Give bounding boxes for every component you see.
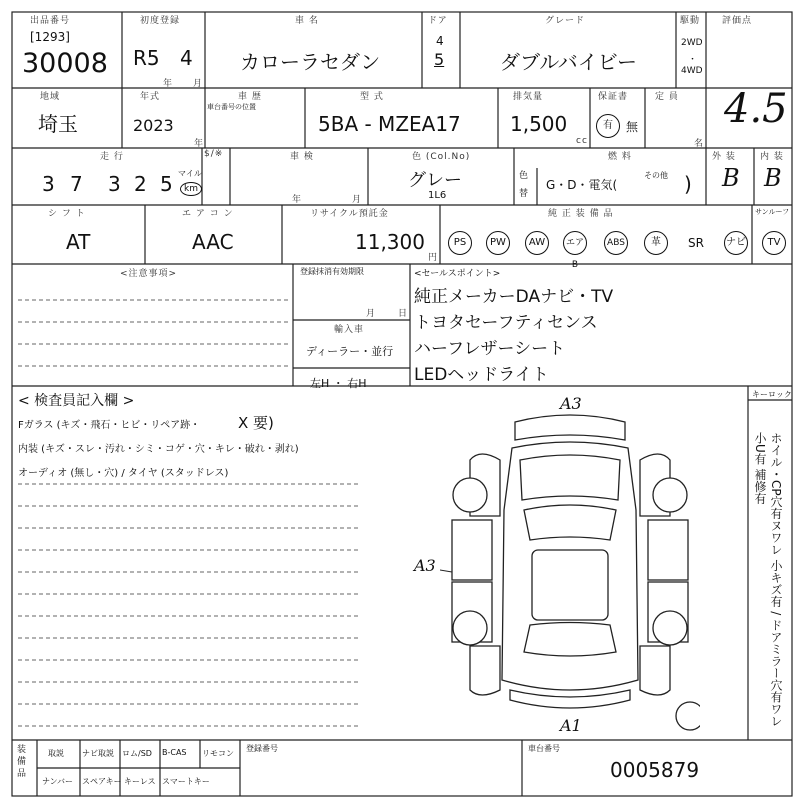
first-reg-era: R5 bbox=[133, 46, 160, 70]
sunroof-label: サンルーフ bbox=[755, 208, 790, 216]
color-change-a: 色 bbox=[519, 171, 529, 181]
mileage-digit-4: 2 bbox=[134, 172, 147, 196]
footer-cell-remote: リモコン bbox=[202, 749, 234, 758]
lot-small: [1293] bbox=[30, 30, 70, 44]
displacement: 1,500 bbox=[510, 112, 568, 136]
keylock-label: キーロック bbox=[752, 390, 792, 399]
year-label: 年式 bbox=[140, 92, 161, 102]
damage-mark-top: A3 bbox=[560, 394, 582, 413]
shift-label: シ フ ト bbox=[48, 209, 86, 219]
footer-cell-navi-manual: ナビ取説 bbox=[82, 749, 114, 758]
first-reg-label: 初度登録 bbox=[140, 16, 181, 26]
recycle-label: リサイクル預託金 bbox=[310, 209, 389, 219]
car-name-label: 車 名 bbox=[295, 16, 319, 26]
damage-mark-left: A3 bbox=[414, 556, 436, 575]
recycle-value: 11,300 bbox=[355, 230, 425, 254]
car-damage-diagram bbox=[440, 400, 700, 740]
handle-option: 左H ・ 右H bbox=[310, 377, 367, 390]
km-unit: km bbox=[180, 182, 202, 196]
chassis-note: 車台番号の位置 bbox=[207, 103, 256, 111]
interior-line: 内装 (キズ・スレ・汚れ・シミ・コゲ・穴・キレ・破れ・剥れ) bbox=[18, 444, 299, 455]
expiry-day: 日 bbox=[398, 309, 409, 319]
expiry-label: 登録抹消有効期限 bbox=[300, 267, 364, 276]
footer-cell-manual: 取説 bbox=[48, 749, 64, 758]
equip-sunroof: SR bbox=[688, 236, 704, 250]
door-bottom: 5 bbox=[434, 50, 445, 69]
footer-cell-spare-key: スペアキー bbox=[82, 777, 122, 786]
footer-cell-smart-key: スマートキー bbox=[162, 777, 210, 786]
ac-label: エ ア コ ン bbox=[182, 209, 234, 219]
insp-year-unit: 年 bbox=[292, 195, 303, 205]
yen-unit: 円 bbox=[428, 253, 439, 263]
color-no: 1L6 bbox=[428, 190, 447, 201]
mileage-digit-3: 3 bbox=[108, 172, 121, 196]
damage-mark-bottom: A1 bbox=[560, 716, 582, 735]
equip-ps: PS bbox=[448, 231, 472, 255]
vin-tail: 0005879 bbox=[610, 758, 700, 782]
footer-side-label: 装 備 品 bbox=[17, 745, 27, 779]
capacity-unit: 名 bbox=[694, 139, 705, 149]
interior-grade: B bbox=[764, 164, 782, 192]
month-unit: 月 bbox=[193, 79, 204, 89]
drive-label: 駆動 bbox=[680, 16, 701, 26]
sales-point-2: トヨタセーフティセンス bbox=[414, 313, 598, 333]
ac-value: AAC bbox=[192, 230, 234, 254]
car-name: カローラセダン bbox=[240, 50, 381, 74]
keylock-side-note: ホイル・CP穴有ヌワレ 小キズ有 / ドアミラー穴有ワレ 小U有 補修有 bbox=[753, 432, 783, 728]
grade: ダブルバイビー bbox=[500, 50, 637, 74]
cc-unit: cc bbox=[576, 136, 588, 146]
door-top: 4 bbox=[436, 34, 444, 48]
color-value: グレー bbox=[408, 170, 462, 191]
equip-abs: ABS bbox=[604, 231, 628, 255]
glass-mark: X 要) bbox=[238, 414, 274, 432]
region-label: 地域 bbox=[40, 92, 61, 102]
footer-cell-bcas: B-CAS bbox=[162, 748, 187, 757]
lot-number: 30008 bbox=[22, 48, 108, 79]
interior-label: 内 装 bbox=[760, 152, 784, 162]
mileage-sub: $/※ bbox=[204, 149, 224, 159]
sales-point-3: ハーフレザーシート bbox=[414, 339, 566, 359]
exterior-label: 外 装 bbox=[712, 152, 736, 162]
notes-label: <注意事項> bbox=[120, 269, 178, 279]
equipment-label: 純 正 装 備 品 bbox=[548, 209, 614, 219]
model-year: 2023 bbox=[133, 116, 174, 135]
glass-line: Fガラス (キズ・飛石・ヒビ・リペア跡・ bbox=[18, 420, 201, 431]
dealer-option: ディーラー・並行 bbox=[306, 345, 394, 358]
lot-label: 出品番号 bbox=[30, 16, 71, 26]
equip-navi: ナビ bbox=[724, 231, 748, 255]
equip-airbag: エアB bbox=[563, 231, 587, 255]
warranty-yes: 有 bbox=[596, 114, 620, 138]
vin-label: 車台番号 bbox=[528, 744, 560, 753]
footer-cell-keyless: キーレス bbox=[124, 777, 156, 786]
warranty-no: 無 bbox=[626, 120, 639, 134]
model-type: 5BA - MZEA17 bbox=[318, 112, 461, 136]
door-label: ドア bbox=[428, 16, 448, 26]
grade-label: グレード bbox=[545, 16, 586, 26]
capacity-label: 定 員 bbox=[655, 92, 679, 102]
fuel-other: その他 bbox=[644, 171, 668, 180]
import-label: 輸入車 bbox=[334, 325, 365, 335]
footer-cell-plate: ナンバー bbox=[42, 777, 74, 786]
inspector-title: < 検査員記入欄 > bbox=[18, 393, 135, 409]
exterior-grade: B bbox=[722, 164, 740, 192]
drive-2wd: 2WD bbox=[681, 38, 703, 48]
shift-value: AT bbox=[66, 230, 91, 254]
color-change-b: 替 bbox=[519, 189, 529, 199]
expiry-month: 月 bbox=[366, 309, 377, 319]
year-unit: 年 bbox=[163, 79, 174, 89]
equip-leather: 革 bbox=[644, 231, 668, 255]
fuel-close: ) bbox=[684, 172, 692, 196]
insp-month-unit: 月 bbox=[352, 195, 363, 205]
audio-line: オーディオ (無し・穴) / タイヤ (スタッドレス) bbox=[18, 468, 229, 479]
first-reg-month: 4 bbox=[180, 46, 193, 70]
equip-pw: PW bbox=[486, 231, 510, 255]
score-value: 4.5 bbox=[724, 86, 788, 132]
region: 埼玉 bbox=[38, 112, 78, 136]
fuel-value: G・D・電気( bbox=[546, 178, 618, 192]
fuel-label: 燃 料 bbox=[608, 152, 632, 162]
model-year-unit: 年 bbox=[194, 139, 205, 149]
mileage-digit-2: 7 bbox=[70, 172, 83, 196]
sales-point-4: LEDヘッドライト bbox=[414, 365, 549, 385]
chassis-label: 車 歴 bbox=[238, 92, 262, 102]
mileage-label: 走 行 bbox=[100, 152, 124, 162]
mile-unit: マイル bbox=[178, 169, 202, 178]
sales-label: <セールスポイント> bbox=[414, 269, 501, 279]
footer-cell-rom: ロム/SD bbox=[122, 749, 152, 758]
mileage-digit-5: 5 bbox=[160, 172, 173, 196]
reg-number-label: 登録番号 bbox=[246, 744, 278, 753]
drive-4wd: 4WD bbox=[681, 66, 703, 76]
color-label: 色 (Col.No) bbox=[412, 152, 471, 162]
displacement-label: 排気量 bbox=[513, 92, 544, 102]
inspection-label: 車 検 bbox=[290, 152, 314, 162]
equip-aw: AW bbox=[525, 231, 549, 255]
equip-tv: TV bbox=[762, 231, 786, 255]
sales-point-1: 純正メーカーDAナビ・TV bbox=[414, 287, 614, 307]
type-label: 型 式 bbox=[360, 92, 384, 102]
mileage-digit-1: 3 bbox=[42, 172, 55, 196]
drive-dot: ・ bbox=[688, 55, 698, 65]
score-label: 評価点 bbox=[722, 16, 753, 26]
warranty-label: 保証書 bbox=[598, 92, 629, 102]
